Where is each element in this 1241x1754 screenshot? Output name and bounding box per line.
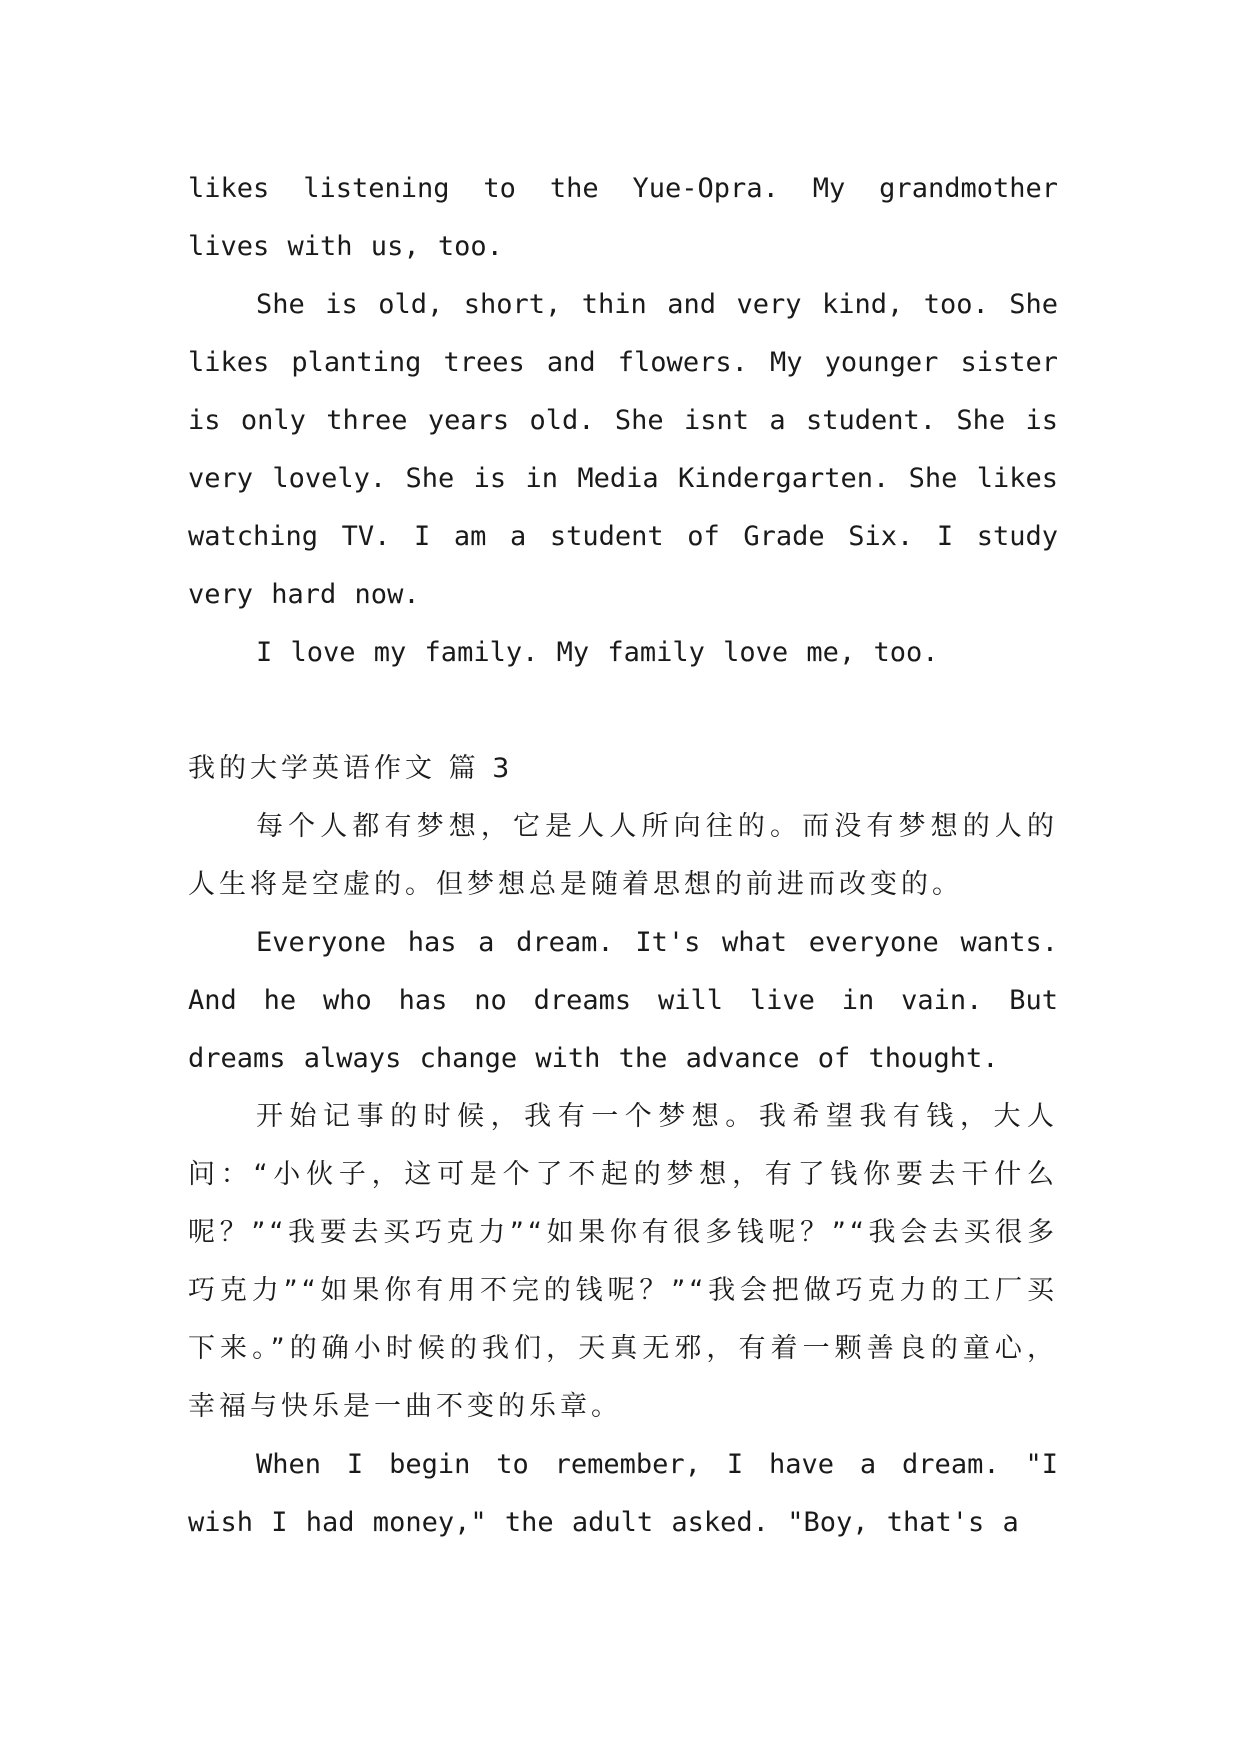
paragraph-chinese: 每个人都有梦想，它是人人所向往的。而没有梦想的人的人生将是空虚的。但梦想总是随着思想的前进而改变的。 [188,811,1058,900]
paragraph-english: Everyone has a dream. It's what everyone wants. And he who has no dreams will live in vain. But dreams always change with the advance of thought. [188,927,1058,1074]
document-body [188,160,1058,1552]
paragraph-chinese: 开始记事的时候，我有一个梦想。我希望我有钱，大人问：“小伙子，这可是个了不起的梦想，有了钱你要去干什么呢？”“我要去买巧克力”“如果你有很多钱呢？”“我会去买很多巧克力”“如果你有用不完的钱呢？”“我会把做巧克力的工厂买下来。”的确小时候的我们，天真无邪，有着一颗善良的童心，幸福与快乐是一曲不变的乐章。 [188,1101,1058,1422]
paragraph: I love my family. My family love me, too. [256,637,939,668]
section-heading: 我的大学英语作文 篇 3 [188,753,514,784]
paragraph-english: When I begin to remember, I have a dream. "I wish I had money," the adult asked. "Boy, that's a [188,1449,1058,1538]
paragraph: likes listening to the Yue-Opra. My grandmother lives with us, too. [188,173,1058,262]
section-spacer [188,682,1058,740]
paragraph: She is old, short, thin and very kind, too. She likes planting trees and flowers. My younger sister is only three years old. She isnt a student. She is very lovely. She is in Media Kindergarten. She likes watching TV. I am a student of Grade Six. I study very hard now. [188,289,1058,610]
